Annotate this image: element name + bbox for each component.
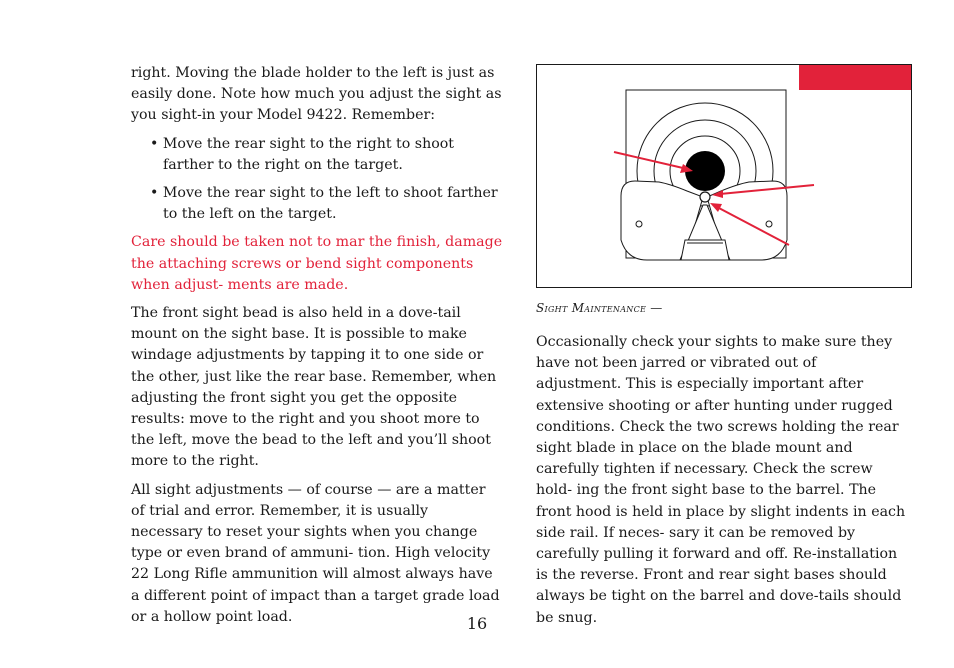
right-column <box>536 332 906 636</box>
front-sight-bead <box>700 192 710 202</box>
page-number: 16 <box>466 614 488 633</box>
adjustments-paragraph: All sight adjustments — of course — are a matter of trial and error. Remember, it is usually necessary to reset your sights when you change type or even brand of ammuni- tion. High velocity 22 Long Rifle ammunition will almost always have a different point of impact than a target grade load or a hollow point load. <box>131 481 500 625</box>
right-screw <box>766 221 772 227</box>
bullet-right: • Move the rear sight to the right to shoot farther to the right on the target. <box>150 135 454 173</box>
red-tab <box>799 65 911 90</box>
left-screw <box>636 221 642 227</box>
sight-diagram <box>536 64 912 288</box>
front-sight-paragraph: The front sight bead is also held in a dove-tail mount on the sight base. It is possible to make windage adjustments by tapping it to one side or the other, just like the rear base. Remember, when adjusting the front sight you get the opposite results: move to the right and you shoot more to the left, move the bead to the left and you’ll shoot more to the right. <box>131 305 497 470</box>
maintenance-paragraph: Occasionally check your sights to make sure they have not been jarred or vibrated out of adjustment. This is especially important after extensive shooting or after hunting under rugged conditions. Check the two screws holding the rear sight blade in place on the blade mount and carefully tighten if necessary. Check the screw hold- ing the front sight base to the barrel. The front hood is held in place by slight indents in each side rail. If neces- sary it can be removed by carefully pulling it forward and off. Re-installation is the reverse. Front and rear sight bases should always be tight on the barrel and dove-tails should be snug. <box>536 334 906 626</box>
sight-picture-illustration <box>537 65 911 287</box>
intro-paragraph: right. Moving the blade holder to the left is just as easily done. Note how much you adjust the sight as you sight-in your Model 9422. Remember: <box>131 65 502 124</box>
caution-paragraph: Care should be taken not to mar the finish, damage the attaching screws or bend sight components when adjust- ments are made. <box>131 234 503 293</box>
section-heading: Sight Maintenance — <box>536 301 663 315</box>
bullet-left: • Move the rear sight to the left to shoot farther to the left on the target. <box>150 185 498 223</box>
left-column <box>131 63 503 635</box>
